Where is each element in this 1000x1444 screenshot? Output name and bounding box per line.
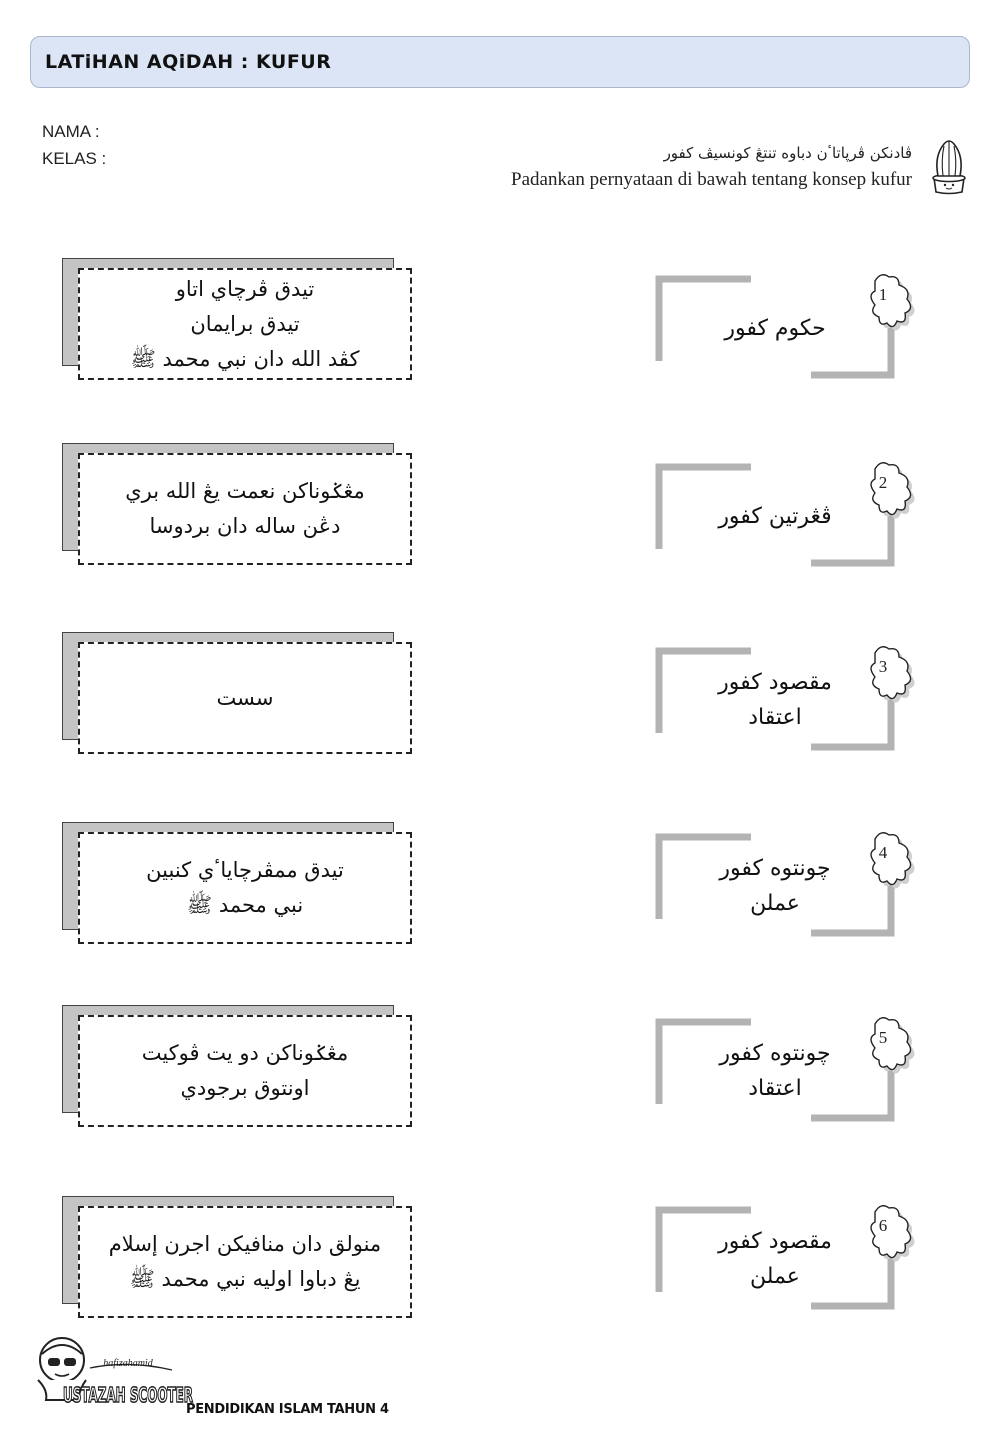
card-text <box>146 853 344 923</box>
card-line: تيدق ڤرچاي اتاو <box>175 276 315 301</box>
statement-card[interactable] <box>62 443 412 565</box>
card-line: اونتوق برجودي <box>180 1076 310 1100</box>
term-line: عملن <box>750 891 800 916</box>
logo-handle: hafizahamid <box>103 1358 153 1369</box>
logo-text: USTAZAH SCOOTER <box>63 1383 193 1407</box>
card-text <box>217 681 274 716</box>
card-line: سست <box>216 685 274 710</box>
term-number: 2 <box>878 473 888 492</box>
term-number: 3 <box>878 657 888 676</box>
term-box[interactable] <box>655 1206 935 1316</box>
term-line: اعتقاد <box>748 1076 802 1101</box>
card-face[interactable] <box>78 1206 412 1318</box>
card-text <box>125 474 365 544</box>
term-box[interactable] <box>655 833 935 943</box>
term-line: چونتوه كفور <box>719 1041 831 1066</box>
card-line: تيدق برايمان <box>190 311 300 336</box>
name-label: NAMA : <box>42 122 100 141</box>
term-text <box>665 1206 885 1312</box>
card-line: تيدق ممڤرچاياٴي كنبين <box>146 858 344 882</box>
statement-card[interactable] <box>62 1196 412 1318</box>
card-text <box>142 1036 349 1106</box>
term-line: عملن <box>750 1264 800 1289</box>
card-text <box>130 272 359 377</box>
cactus-pot-icon <box>924 134 974 196</box>
card-line: كڤد الله دان نبي محمد ﷺ <box>130 346 360 371</box>
term-text <box>665 463 885 569</box>
term-number: 4 <box>878 843 888 862</box>
instruction-jawi: ڤادنكن ڤرڽاتاٴن دباوه تنتڠ كونسيڤ كفور <box>663 144 912 162</box>
student-fields <box>42 118 106 172</box>
page-title: LATiHAN AQiDAH : KUFUR <box>45 51 332 73</box>
card-face[interactable] <box>78 1015 412 1127</box>
class-label: KELAS : <box>42 149 107 168</box>
card-line: نبي محمد ﷺ <box>186 893 304 917</box>
term-line: مقصود كفور <box>718 1229 832 1254</box>
card-face[interactable] <box>78 832 412 944</box>
term-number: 6 <box>878 1216 888 1235</box>
term-box[interactable] <box>655 1018 935 1128</box>
term-number: 1 <box>878 285 888 304</box>
term-number: 5 <box>878 1028 888 1047</box>
term-text <box>665 1018 885 1124</box>
term-line: اعتقاد <box>748 705 802 730</box>
card-line: منولق دان منافيكن اجرن إسلام <box>108 1232 382 1256</box>
header-bar <box>30 36 970 88</box>
footer-subject: PENDIDIKAN ISLAM TAHUN 4 <box>186 1402 389 1417</box>
statement-card[interactable] <box>62 822 412 944</box>
card-line: يڠ دباوا اوليه نبي محمد ﷺ <box>129 1267 361 1291</box>
instruction-rumi: Padankan pernyataan di bawah tentang konsep kufur <box>511 169 912 190</box>
card-text <box>109 1227 381 1297</box>
card-line: مڠݢوناكن دو يت ڤوكيت <box>141 1041 349 1065</box>
term-text <box>665 275 885 381</box>
statement-card[interactable] <box>62 258 412 380</box>
instruction <box>511 140 912 194</box>
card-line: دڠن ساله دان بردوسا <box>149 514 341 538</box>
class-field[interactable] <box>42 145 106 172</box>
card-face[interactable] <box>78 642 412 754</box>
card-line: مڠݢوناكن نعمت يڠ الله بري <box>125 479 365 503</box>
card-face[interactable] <box>78 453 412 565</box>
term-box[interactable] <box>655 647 935 757</box>
term-line: حكوم كفور <box>724 315 826 341</box>
name-field[interactable] <box>42 118 106 145</box>
term-box[interactable] <box>655 463 935 573</box>
statement-card[interactable] <box>62 632 412 754</box>
term-text <box>665 833 885 939</box>
card-face[interactable] <box>78 268 412 380</box>
term-text <box>665 647 885 753</box>
term-box[interactable] <box>655 275 935 385</box>
term-line: ڤڠرتين كفور <box>718 503 832 529</box>
term-line: مقصود كفور <box>718 670 832 695</box>
ustazah-scooter-logo <box>28 1330 193 1436</box>
term-line: چونتوه كفور <box>719 856 831 881</box>
statement-card[interactable] <box>62 1005 412 1127</box>
